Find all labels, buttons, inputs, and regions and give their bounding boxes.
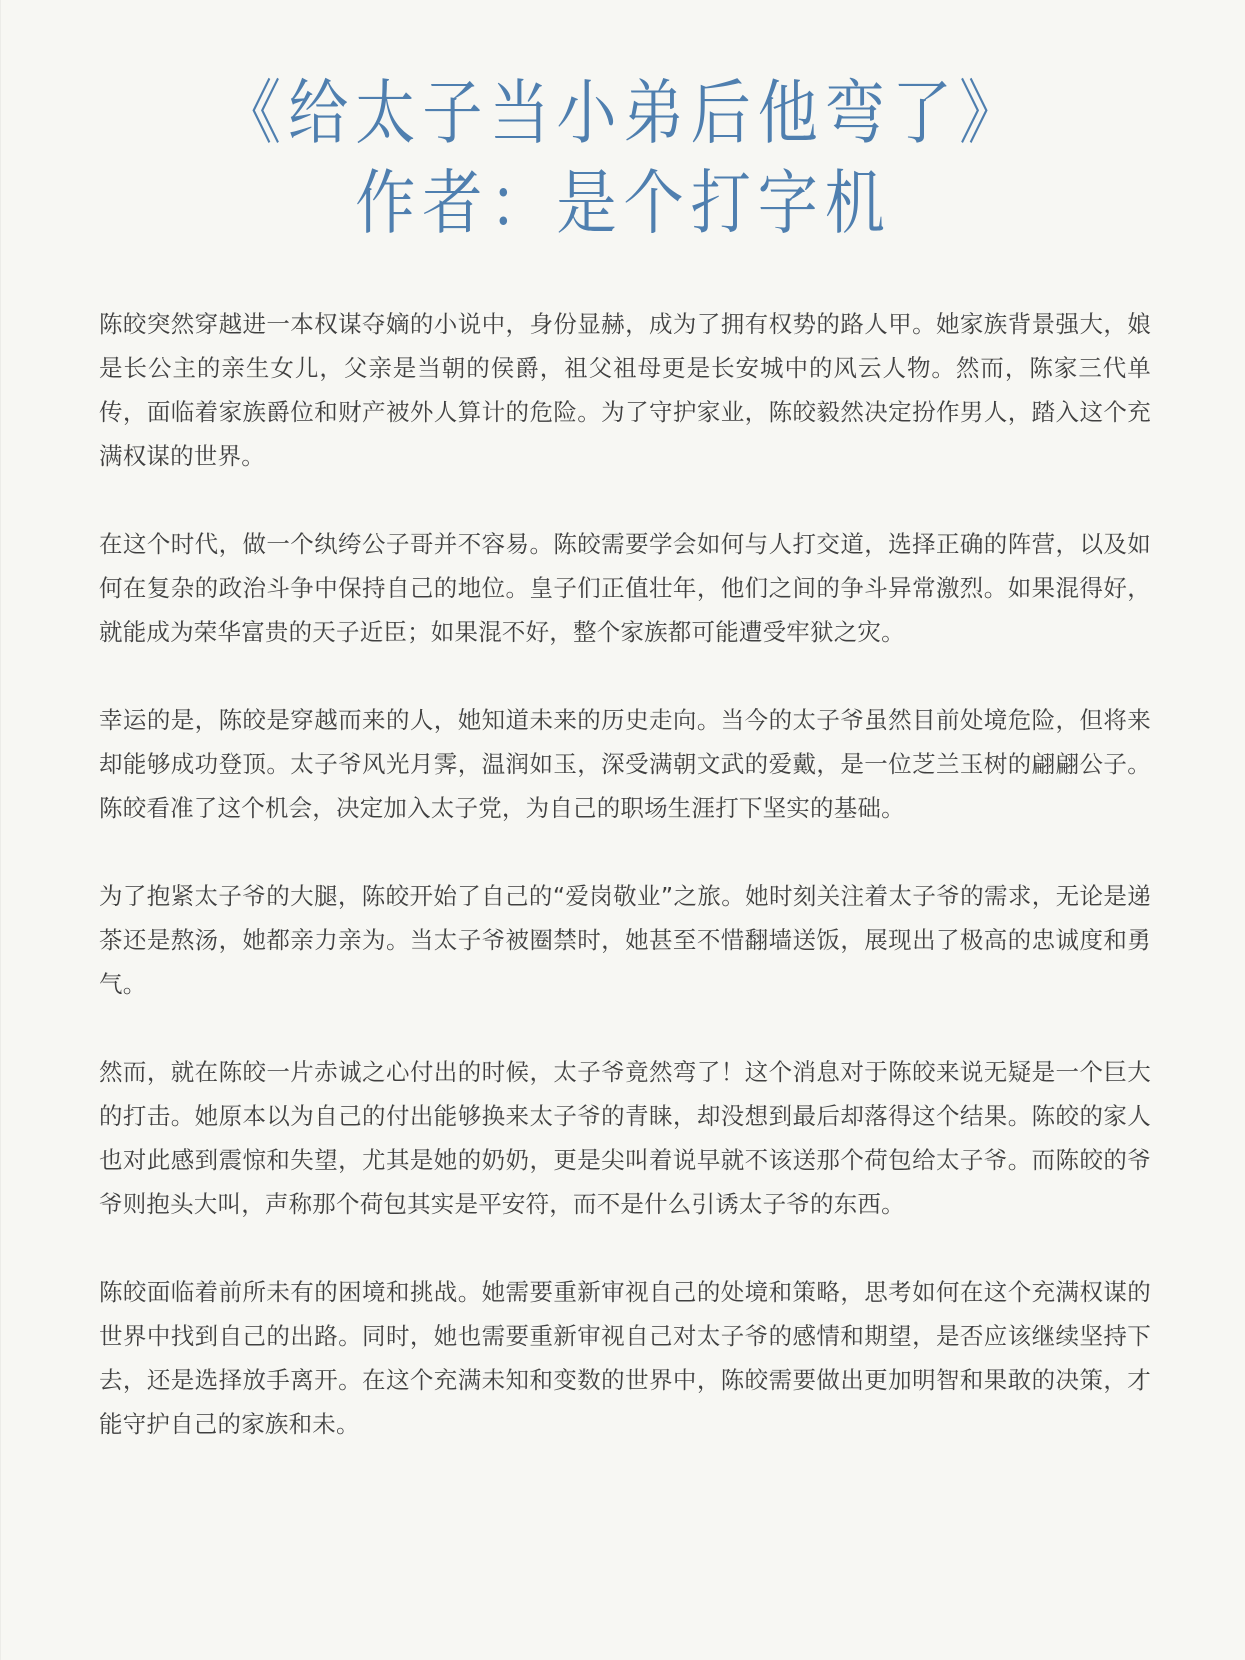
paragraph-2: 在这个时代，做一个纨绔公子哥并不容易。陈皎需要学会如何与人打交道，选择正确的阵营，以及如何在复杂的政治斗争中保持自己的地位。皇子们正值壮年，他们之间的争斗异常激烈。如果混得好，就能成为荣华富贵的天子近臣；如果混不好，整个家族都可能遭受牢狱之灾。 — [99, 530, 1151, 646]
paragraph-5: 然而，就在陈皎一片赤诚之心付出的时候，太子爷竟然弯了！这个消息对于陈皎来说无疑是一个巨大的打击。她原本以为自己的付出能够换来太子爷的青睐，却没想到最后却落得这个结果。陈皎的家人也对此感到震惊和失望，尤其是她的奶奶，更是尖叫着说早就不该送那个荷包给太子爷。而陈皎的爷爷则抱头大叫，声称那个荷包其实是平安符，而不是什么引诱太子爷的东西。 — [99, 1058, 1151, 1218]
paragraph-3: 幸运的是，陈皎是穿越而来的人，她知道未来的历史走向。当今的太子爷虽然目前处境危险，但将来却能够成功登顶。太子爷风光月霁，温润如玉，深受满朝文武的爱戴，是一位芝兰玉树的翩翩公子。陈皎看准了这个机会，决定加入太子党，为自己的职场生涯打下坚实的基础。 — [99, 706, 1151, 822]
paragraph-4: 为了抱紧太子爷的大腿，陈皎开始了自己的“爱岗敬业”之旅。她时刻关注着太子爷的需求，无论是递茶还是熬汤，她都亲力亲为。当太子爷被圈禁时，她甚至不惜翻墙送饭，展现出了极高的忠诚度和勇气。 — [99, 882, 1151, 998]
title-block — [1, 68, 1245, 248]
paragraph-1: 陈皎突然穿越进一本权谋夺嫡的小说中，身份显赫，成为了拥有权势的路人甲。她家族背景强大，娘是长公主的亲生女儿，父亲是当朝的侯爵，祖父祖母更是长安城中的风云人物。然而，陈家三代单传，面临着家族爵位和财产被外人算计的危险。为了守护家业，陈皎毅然决定扮作男人，踏入这个充满权谋的世界。 — [99, 310, 1151, 470]
author-line: 作者：是个打字机 — [355, 162, 892, 244]
synopsis-body — [99, 302, 1151, 1490]
book-title: 《给太子当小弟后他弯了》 — [221, 72, 1026, 154]
paragraph-6: 陈皎面临着前所未有的困境和挑战。她需要重新审视自己的处境和策略，思考如何在这个充满权谋的世界中找到自己的出路。同时，她也需要重新审视自己对太子爷的感情和期望，是否应该继续坚持下去，还是选择放手离开。在这个充满未知和变数的世界中，陈皎需要做出更加明智和果敢的决策，才能守护自己的家族和未。 — [99, 1278, 1151, 1438]
